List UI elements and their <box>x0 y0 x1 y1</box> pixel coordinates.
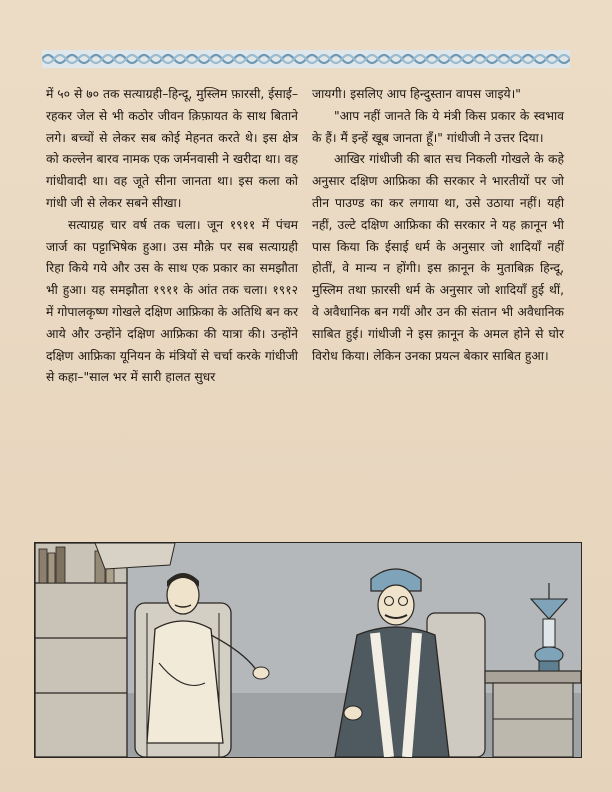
right-paragraph-1: जायगी। इसलिए आप हिन्दुस्तान वापस जाइये।" <box>312 87 521 101</box>
bookshelf <box>35 543 127 757</box>
right-text-column <box>312 84 564 367</box>
right-paragraph-3: आखिर गांधीजी की बात सच निकली गोखले के कहे अनुसार दक्षिण आफ्रिका की सरकार ने भारतीयों पर जो तीन पाउण्ड का कर लगाया था, उसे उठाया नहीं। यही नहीं, उल्टे दक्षिण आफ्रिका की सरकार ने यह क़ानून भी पास किया कि ईसाई धर्म के अनुसार जो शादियाँ नहीं होतीं, वे मान्य न होंगी। इस क़ानून के मुताबिक़ हिन्दू, मुस्लिम तथा फ़ारसी धर्म के अनुसार जो शादियाँ हुई थीं, वे अवैधानिक बन गयीं और उन की संतान भी अवैधानिक साबित हुई। गांधीजी ने इस क़ानून के अमल होने से घोर विरोध किया। लेकिन उनका प्रयत्न बेकार साबित हुआ। <box>312 152 564 363</box>
story-illustration <box>34 542 582 758</box>
two-men-conversation-illustration <box>35 543 581 757</box>
wave-pattern-decoration <box>42 50 570 68</box>
right-paragraph-2: "आप नहीं जानते कि ये मंत्री किस प्रकार के स्वभाव के हैं। मैं इन्हें खूब जानता हूँ।" गांधीजी ने उत्तर दिया। <box>312 108 564 145</box>
left-paragraph-1: में ५० से ७० तक सत्याग्रही–हिन्दू, मुस्लिम फ़ारसी, ईसाई–रहकर जेल से भी कठोर जीवन क़िफ़ायत के साथ बिताने लगे। बच्चों से लेकर सब कोई मेहनत करते थे। इस क्षेत्र को कल्लेन बारव नामक एक जर्मनवासी ने खरीदा था। वह गांधीवादी था। वह जूते सीना जानता था। इस कला को गांधी जी से लेकर सबने सीखा। <box>46 87 298 210</box>
desk <box>485 671 581 757</box>
left-paragraph-2: सत्याग्रह चार वर्ष तक चला। जून १९११ में पंचम जार्ज का पट्टाभिषेक हुआ। उस मौक़े पर सब सत्याग्रही रिहा किये गये और उस के साथ एक प्रकार का समझौता भी हुआ। यह समझौता १९११ के आंत तक चला। १९१२ में गोपालकृष्ण गोखले दक्षिण आफ्रिका के अतिथि बन कर आये और उन्होंने दक्षिण आफ्रिका की यात्रा की। उन्होंने दक्षिण आफ्रिका यूनियन के मंत्रियों से चर्चा करके गांधीजी से कहा–"साल भर में सारी हालत सुधर <box>46 217 298 385</box>
left-text-column <box>46 84 298 389</box>
ornamental-top-border <box>42 50 570 68</box>
